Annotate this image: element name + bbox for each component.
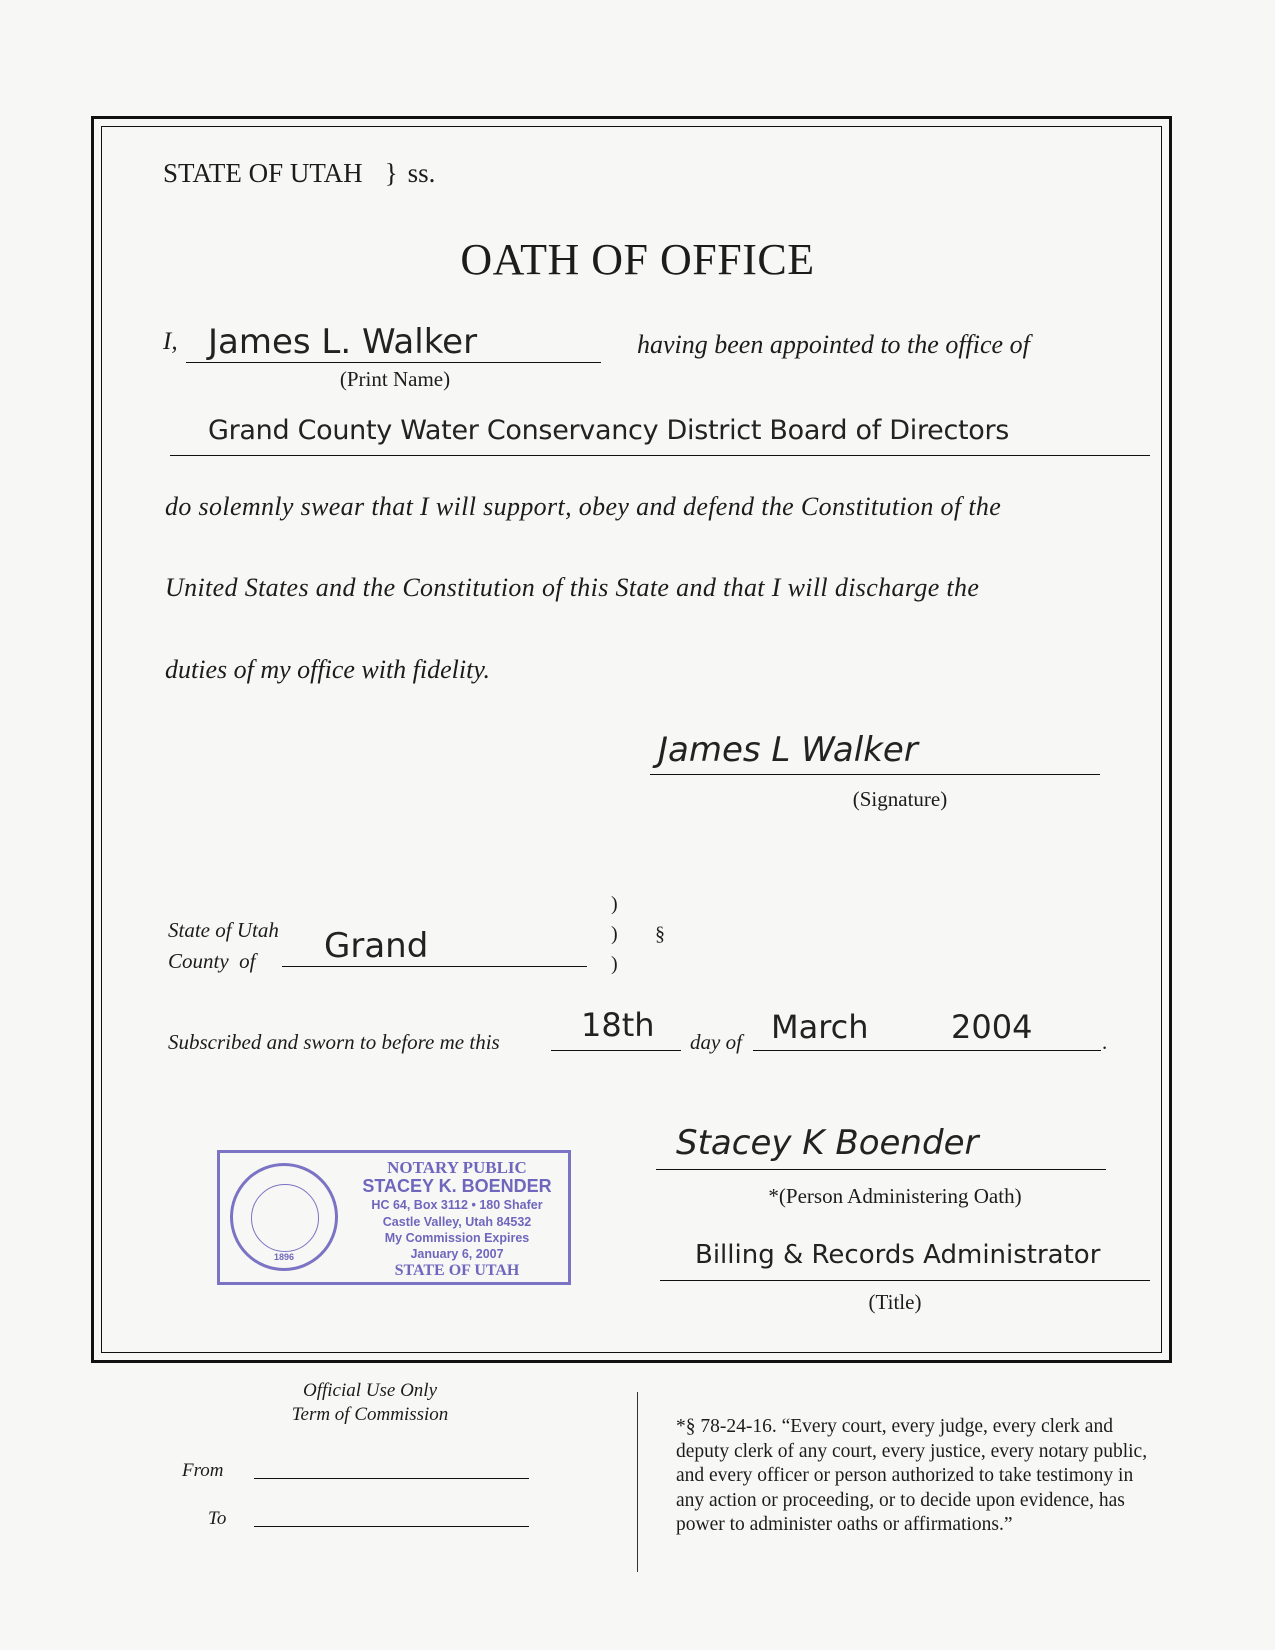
venue-paren-3: ) [611, 953, 618, 975]
statute-line-5: power to administer oaths or affirmations.” [676, 1514, 1013, 1535]
title-handwritten: Billing & Records Administrator [695, 1240, 1101, 1270]
statute-line-1: *§ 78-24-16. “Every court, every judge, every clerk and [676, 1416, 1113, 1437]
signature-field [650, 730, 1100, 775]
state-label: STATE OF UTAH [163, 158, 363, 188]
stamp-line-5: My Commission Expires [384, 1231, 530, 1245]
title-field [660, 1238, 1150, 1281]
venue-paren-2: ) [611, 923, 618, 945]
stamp-line-4: Castle Valley, Utah 84532 [382, 1215, 532, 1229]
statute-line-2: deputy clerk of any court, every justice, every notary public, [676, 1440, 1148, 1462]
day-of-label: day of [690, 1030, 742, 1054]
county-handwritten: Grand [324, 926, 429, 966]
stamp-line-7: STATE OF UTAH [394, 1262, 520, 1279]
signature-caption: (Signature) [852, 787, 948, 811]
name-field [186, 322, 601, 363]
state-header [163, 158, 435, 189]
month-year-field [753, 1010, 1101, 1051]
oath-body-line-2: United States and the Constitution of this State and that I will discharge the [165, 573, 980, 602]
stamp-line-2: STACEY K. BOENDER [362, 1176, 552, 1196]
year-handwritten: 2004 [951, 1008, 1033, 1046]
sworn-period: . [1102, 1030, 1108, 1054]
oath-signature: James L Walker [658, 730, 918, 770]
name-handwritten: James L. Walker [208, 322, 478, 362]
notary-stamp [217, 1150, 571, 1285]
term-heading: Term of Commission [291, 1404, 449, 1425]
county-field [282, 928, 587, 967]
i-label: I, [163, 328, 178, 355]
administrator-caption: *(Person Administering Oath) [768, 1184, 1022, 1208]
sworn-prefix: Subscribed and sworn to before me this [168, 1030, 500, 1054]
oath-body-line-1: do solemnly swear that I will support, obey and defend the Constitution of the [165, 492, 1002, 521]
title-caption: (Title) [868, 1290, 922, 1314]
statute-line-3: and every officer or person authorized to take testimony in [676, 1465, 1134, 1486]
from-field [254, 1454, 529, 1479]
venue-county-label: County of [168, 949, 256, 973]
state-seal-icon [230, 1163, 338, 1271]
office-field [170, 415, 1150, 456]
from-label: From [182, 1460, 224, 1481]
oath-body-line-3: duties of my office with fidelity. [165, 655, 490, 684]
to-label: To [208, 1508, 227, 1529]
statute-line-4: any action or proceeding, or to decide upon evidence, has [676, 1489, 1125, 1511]
administrator-signature: Stacey K Boender [676, 1123, 979, 1163]
day-field [551, 1006, 681, 1051]
seal-year: 1896 [273, 1252, 295, 1262]
section-mark: § [655, 923, 665, 945]
official-use-heading: Official Use Only [302, 1380, 438, 1401]
stamp-line-1: NOTARY PUBLIC [387, 1158, 527, 1177]
to-field [254, 1502, 529, 1527]
venue-state-label: State of Utah [168, 918, 279, 942]
venue-paren-1: ) [611, 893, 618, 915]
administrator-signature-field [656, 1125, 1106, 1170]
column-divider [637, 1392, 638, 1572]
print-name-caption: (Print Name) [339, 367, 451, 391]
stamp-line-6: January 6, 2007 [410, 1247, 504, 1261]
month-handwritten: March [771, 1008, 869, 1046]
page-title: OATH OF OFFICE [460, 235, 815, 284]
appointed-text: having been appointed to the office of [637, 330, 1030, 359]
stamp-line-3: HC 64, Box 3112 • 180 Shafer [371, 1198, 543, 1212]
brace: } [384, 158, 398, 188]
office-handwritten: Grand County Water Conservancy District Board of Directors [208, 415, 1010, 446]
day-handwritten: 18th [581, 1006, 655, 1044]
statute-note [676, 1415, 1176, 1538]
ss-label: ss. [407, 158, 436, 188]
